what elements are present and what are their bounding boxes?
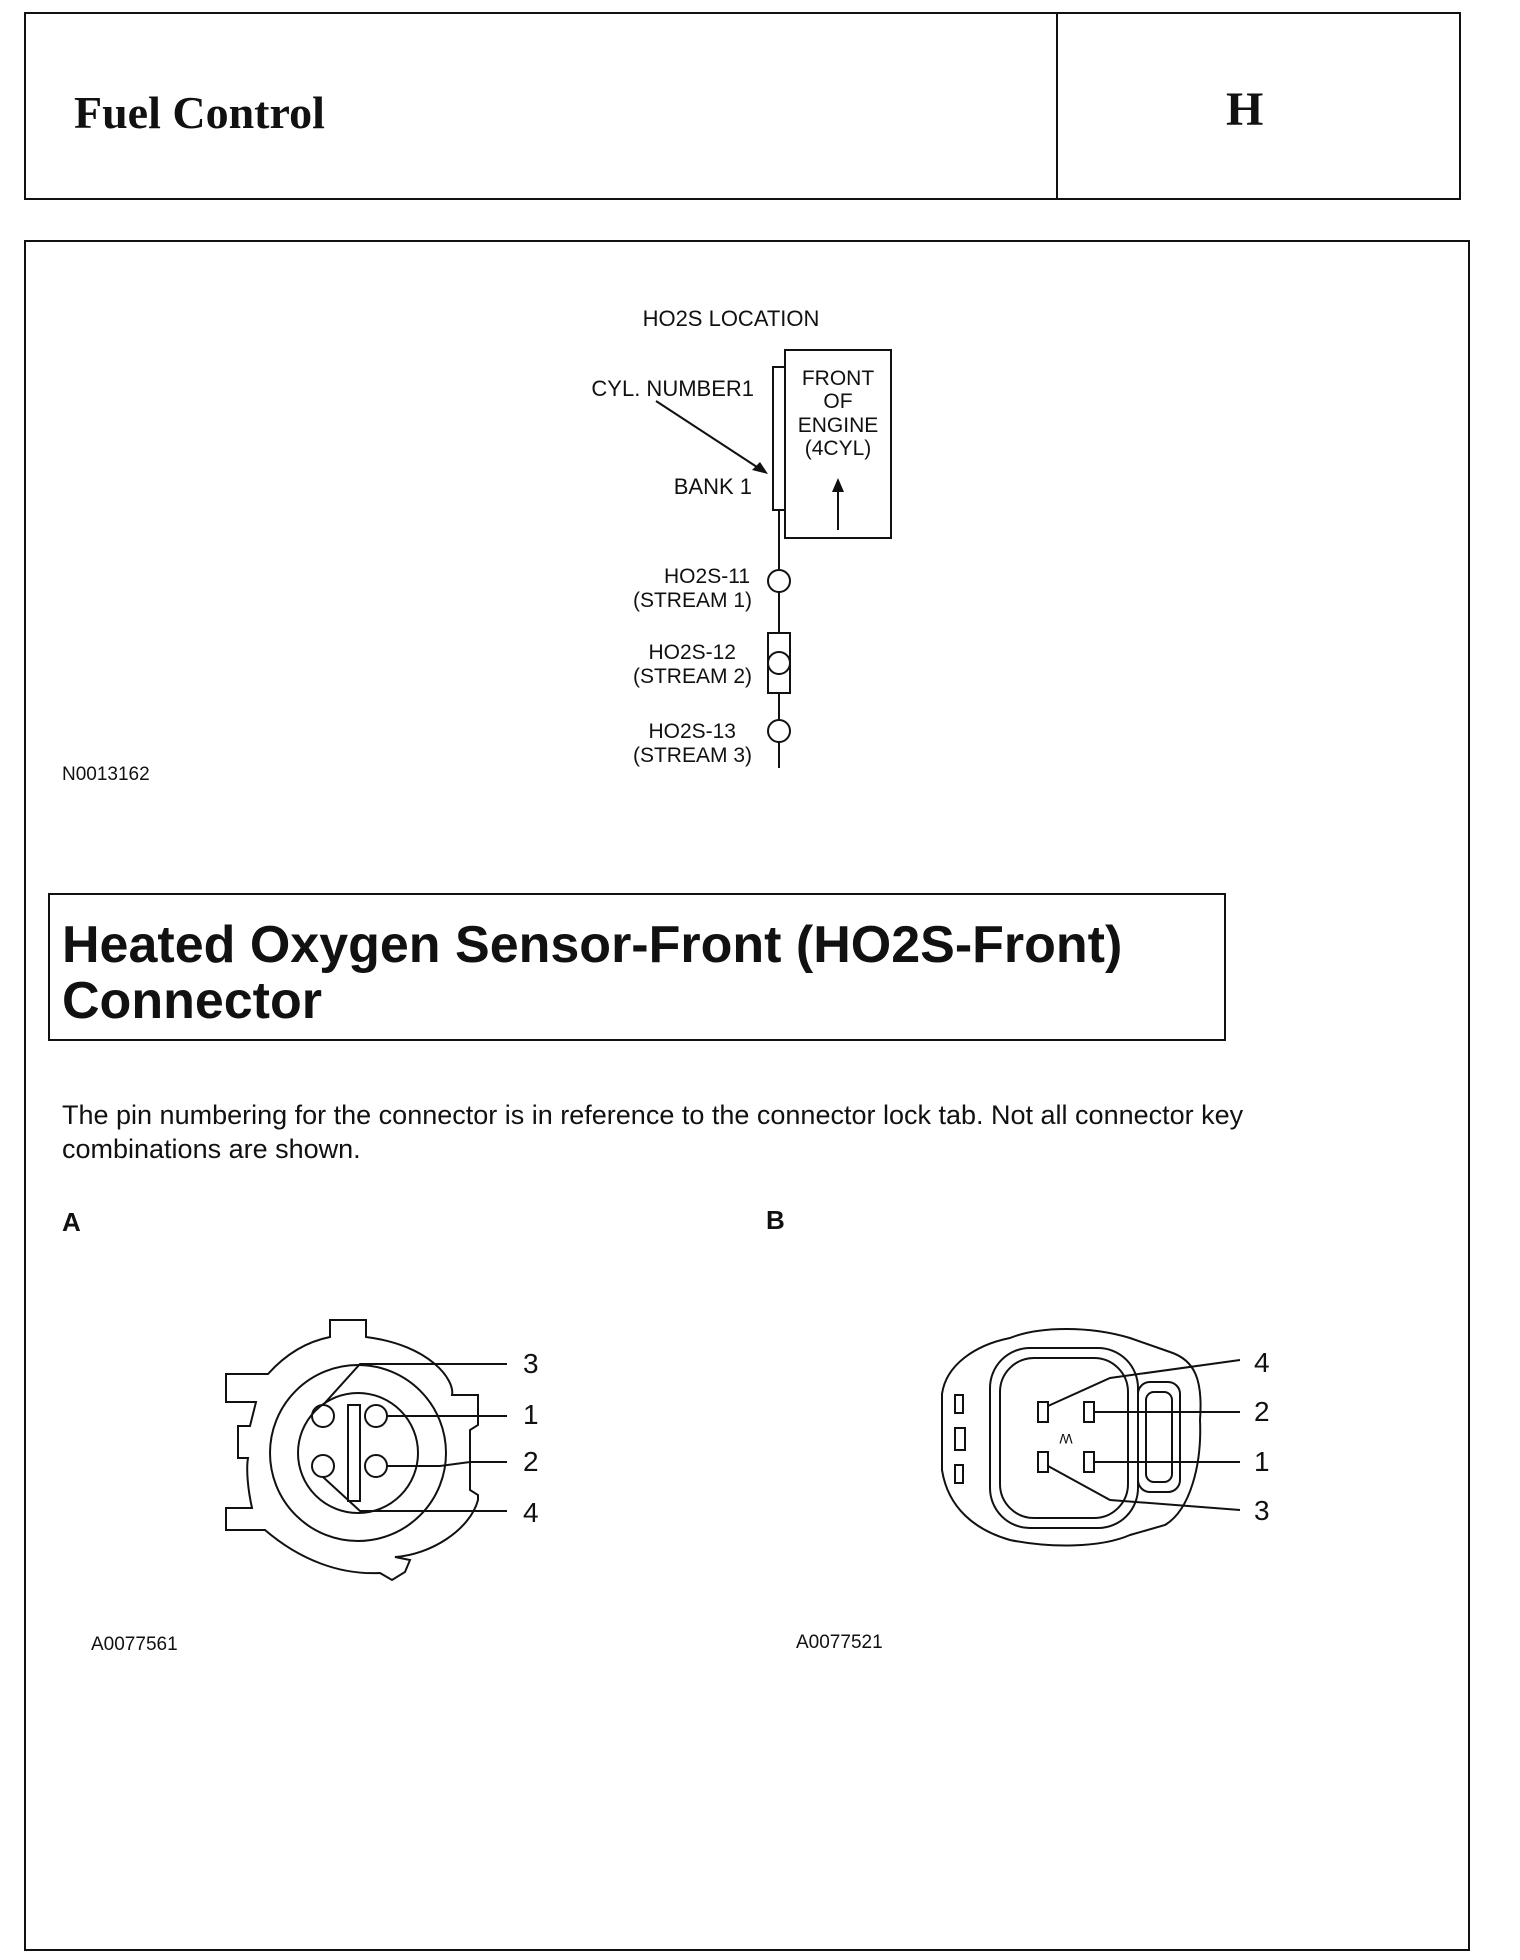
connector-a-leader-4 [323, 1477, 507, 1511]
connector-b-slot-3 [955, 1465, 963, 1483]
sensor-12-icon [768, 652, 790, 674]
connector-b-label-2: 2 [1254, 1396, 1270, 1427]
front-arrow-head [832, 478, 844, 492]
cyl-leader [656, 401, 760, 469]
connector-b-pin4 [1038, 1402, 1048, 1422]
connector-b-label-3: 3 [1254, 1495, 1270, 1526]
connector-a-figure-id: A0077561 [91, 1634, 178, 1655]
section-title-line2: Connector [62, 972, 322, 1030]
connector-a-inner-ring [298, 1393, 418, 1513]
connector-a-key [348, 1405, 360, 1501]
bank-label: BANK 1 [673, 474, 752, 499]
engine-label-line1: FRONT [801, 367, 875, 390]
engine-label-line2: OF [823, 390, 853, 413]
section-heading-box [48, 893, 1226, 1041]
connector-a-label-2: 2 [523, 1446, 539, 1477]
location-title: HO2S LOCATION [642, 306, 820, 331]
connector-b-figure-id: A0077521 [796, 1632, 883, 1653]
connector-a-pin1 [365, 1405, 387, 1427]
sensor-13-icon [768, 720, 790, 742]
sensor-12-name: HO2S-12 [648, 641, 736, 664]
sensor-11-stream: (STREAM 1) [632, 589, 752, 612]
connector-a-label-3: 3 [523, 1348, 539, 1379]
connector-b-pin2 [1084, 1402, 1094, 1422]
sensor-11-name: HO2S-11 [664, 565, 750, 588]
connector-b-lock-tab [1138, 1382, 1180, 1492]
connector-a-outer-ring [270, 1365, 446, 1541]
connector-a-figure [226, 1320, 507, 1580]
section-title-line1: Heated Oxygen Sensor-Front (HO2S-Front) [62, 916, 1123, 974]
connector-b-slot-2 [955, 1428, 965, 1450]
connector-a-pin2 [365, 1455, 387, 1477]
section-letter: H [1226, 83, 1264, 136]
cyl-label: CYL. NUMBER1 [591, 376, 754, 401]
connector-b-label-4: 4 [1254, 1347, 1270, 1378]
connector-a-pin3 [312, 1405, 334, 1427]
engine-label-line4: (4CYL) [804, 437, 872, 460]
connector-b-letter: B [766, 1205, 785, 1235]
cyl-leader-head [752, 462, 768, 474]
connector-b-pin3 [1038, 1452, 1048, 1472]
connector-b-label-1: 1 [1254, 1446, 1270, 1477]
connector-a-label-4: 4 [523, 1497, 539, 1528]
sensor-13-name: HO2S-13 [648, 720, 736, 743]
ho2s-location-figure [591, 306, 891, 768]
connector-b-figure [942, 1329, 1240, 1545]
connector-a-pin4 [312, 1455, 334, 1477]
bank-manifold [773, 367, 785, 510]
connector-b-leader-3 [1048, 1466, 1240, 1510]
sensor-13-stream: (STREAM 3) [632, 744, 752, 767]
location-figure-id: N0013162 [62, 764, 150, 785]
connector-a-letter: A [62, 1207, 81, 1237]
connector-b-pin-labels [1059, 1347, 1270, 1526]
section-title [62, 917, 1222, 1029]
intro-paragraph: The pin numbering for the connector is in reference to the connector lock tab. Not all connector key combinations are shown. [62, 1100, 1244, 1164]
engine-label-line3: ENGINE [797, 414, 879, 437]
sensor-12-stream: (STREAM 2) [632, 665, 752, 688]
connector-b-pin1 [1084, 1452, 1094, 1472]
header-title: Fuel Control [74, 87, 325, 138]
sensor-11-icon [768, 570, 790, 592]
connector-a-leader-2 [387, 1462, 507, 1466]
connector-b-lock-tab-inner [1146, 1392, 1172, 1482]
connector-b-center-mark: W [1059, 1431, 1073, 1447]
connector-a-label-1: 1 [523, 1399, 539, 1430]
connector-a-pin-labels [523, 1348, 539, 1528]
connector-b-slot-1 [955, 1395, 963, 1413]
connector-a-leader-3 [323, 1364, 507, 1405]
